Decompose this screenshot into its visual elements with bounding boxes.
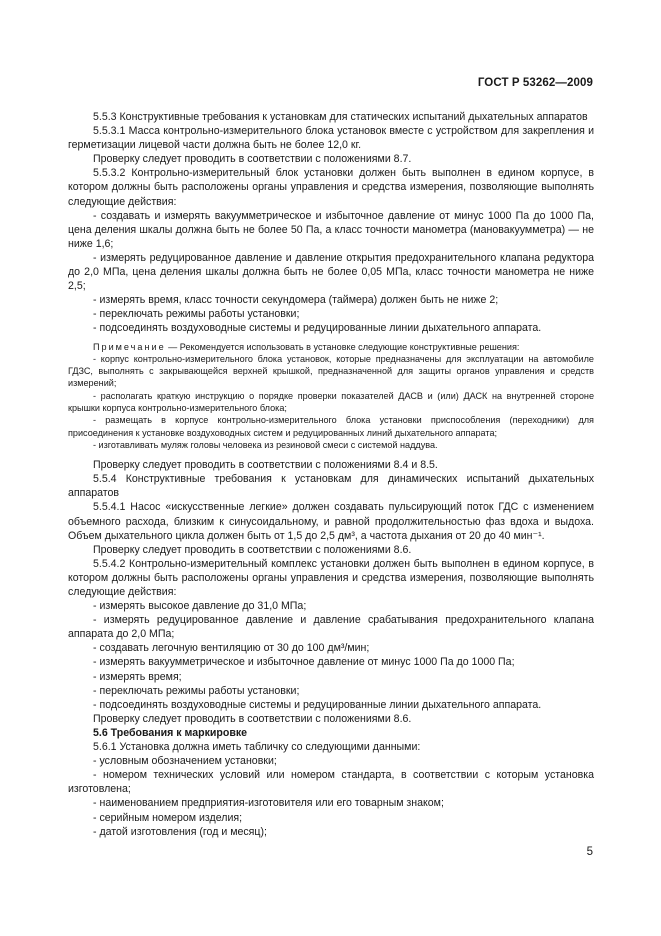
list-item: - наименованием предприятия-изготовителя или его товарным знаком;	[93, 797, 444, 810]
note-block	[68, 341, 594, 452]
list-item: - измерять редуцированное давление и давление срабатывания предохранительного клапана аппарата до 2,0 МПа;	[68, 614, 594, 641]
paragraph: Проверку следует проводить в соответствии с положениями 8.4 и 8.5.	[93, 459, 438, 472]
note-intro	[68, 341, 594, 353]
subsection-heading: 5.5.4 Конструктивные требования к установкам для динамических испытаний дыхательных аппаратов	[68, 473, 594, 500]
subsection-heading: 5.5.3 Конструктивные требования к установкам для статических испытаний дыхательных аппаратов	[93, 111, 588, 123]
list-item: - измерять время;	[93, 670, 182, 683]
paragraph: 5.5.3.1 Масса контрольно-измерительного блока установок вместе с устройством для закрепления и герметизации лицевой части должна быть не более 12,0 кг.	[68, 125, 594, 152]
document-body	[68, 110, 594, 839]
paragraph: 5.5.4.1 Насос «искусственные легкие» должен создавать пульсирующий поток ГДС с изменением объемного расхода, близким к синусоидальному, и равной продолжительностью фаз вдоха и выдоха. Объем дыхательного цикла должен быть от 1,5 до 2,5 дм³, а частота дыхания от 20 до 40 мин⁻¹.	[68, 501, 594, 542]
list-item: - измерять редуцированное давление и давление открытия предохранительного клапана редуктора до 2,0 МПа, цена деления шкалы должна быть не более 0,05 МПа, класс точности манометра не ниже 2,5;	[68, 251, 594, 293]
paragraph: 5.6.1 Установка должна иметь табличку со следующими данными:	[93, 741, 421, 754]
note-item: - корпус контрольно-измерительного блока установок, которые предназначены для эксплуатации на автомобиле ГДЗС, выполнять с закрывающейся верхней крышкой, предназначенной для защиты органов управления и средств измерений;	[68, 353, 594, 389]
list-item: - переключать режимы работы установки;	[93, 684, 300, 697]
paragraph: Проверку следует проводить в соответствии с положениями 8.6.	[93, 712, 412, 725]
note-item: - размещать в корпусе контрольно-измерительного блока установки приспособления (переходники) для присоединения к установке воздуховодных систем и редуцированных линий дыхательного аппарата;	[68, 415, 594, 438]
section-title: 5.6 Требования к маркировке	[93, 726, 248, 739]
list-item: - условным обозначением установки;	[93, 755, 277, 768]
note-intro-text: — Рекомендуется использовать в установке следующие конструктивные решения:	[165, 341, 520, 352]
list-item: - измерять время, класс точности секундомера (таймера) должен быть не ниже 2;	[93, 294, 499, 307]
list-item: - серийным номером изделия;	[93, 811, 243, 824]
list-item: - создавать легочную вентиляцию от 30 до 100 дм³/мин;	[93, 642, 370, 655]
list-item: - переключать режимы работы установки;	[93, 308, 300, 321]
note-item: - изготавливать муляж головы человека из резиновой смеси с системой наддува.	[93, 439, 438, 450]
list-item: - измерять высокое давление до 31,0 МПа;	[93, 600, 307, 613]
list-item: - подсоединять воздуховодные системы и редуцированные линии дыхательного аппарата.	[93, 698, 542, 711]
note-label: Примечание	[93, 341, 166, 352]
list-item: - подсоединять воздуховодные системы и редуцированные линии дыхательного аппарата.	[93, 322, 542, 335]
note-item: - располагать краткую инструкцию о порядке проверки показателей ДАСВ и (или) ДАСК на внутренней стороне крышки корпуса контрольно-измерительного блока;	[68, 390, 594, 413]
paragraph: Проверку следует проводить в соответствии с положениями 8.7.	[93, 153, 412, 166]
paragraph: 5.5.4.2 Контрольно-измерительный комплекс установки должен быть выполнен в едином корпусе, в котором должны быть расположены органы управления и средства измерения, позволяющие выполнять следующие действия:	[68, 557, 594, 599]
paragraph: Проверку следует проводить в соответствии с положениями 8.6.	[93, 543, 412, 556]
list-item: - создавать и измерять вакуумметрическое и избыточное давление от минус 1000 Па до 1000 Па, цена деления шкалы должна быть не более 50 Па, а класс точности манометра (мановакуумметра) — не ниже 1,6;	[68, 209, 594, 250]
paragraph: 5.5.3.2 Контрольно-измерительный блок установки должен быть выполнен в едином корпусе, в котором должны быть расположены органы управления и средства измерения, позволяющие выполнять следующие действия:	[68, 167, 594, 208]
list-item: - измерять вакуумметрическое и избыточное давление от минус 1000 Па до 1000 Па;	[93, 656, 515, 669]
list-item: - номером технических условий или номером стандарта, в соответствии с которым установка изготовлена;	[68, 769, 594, 796]
document-header: ГОСТ Р 53262—2009	[477, 77, 593, 89]
list-item: - датой изготовления (год и месяц);	[93, 825, 267, 838]
page-number: 5	[586, 846, 593, 858]
